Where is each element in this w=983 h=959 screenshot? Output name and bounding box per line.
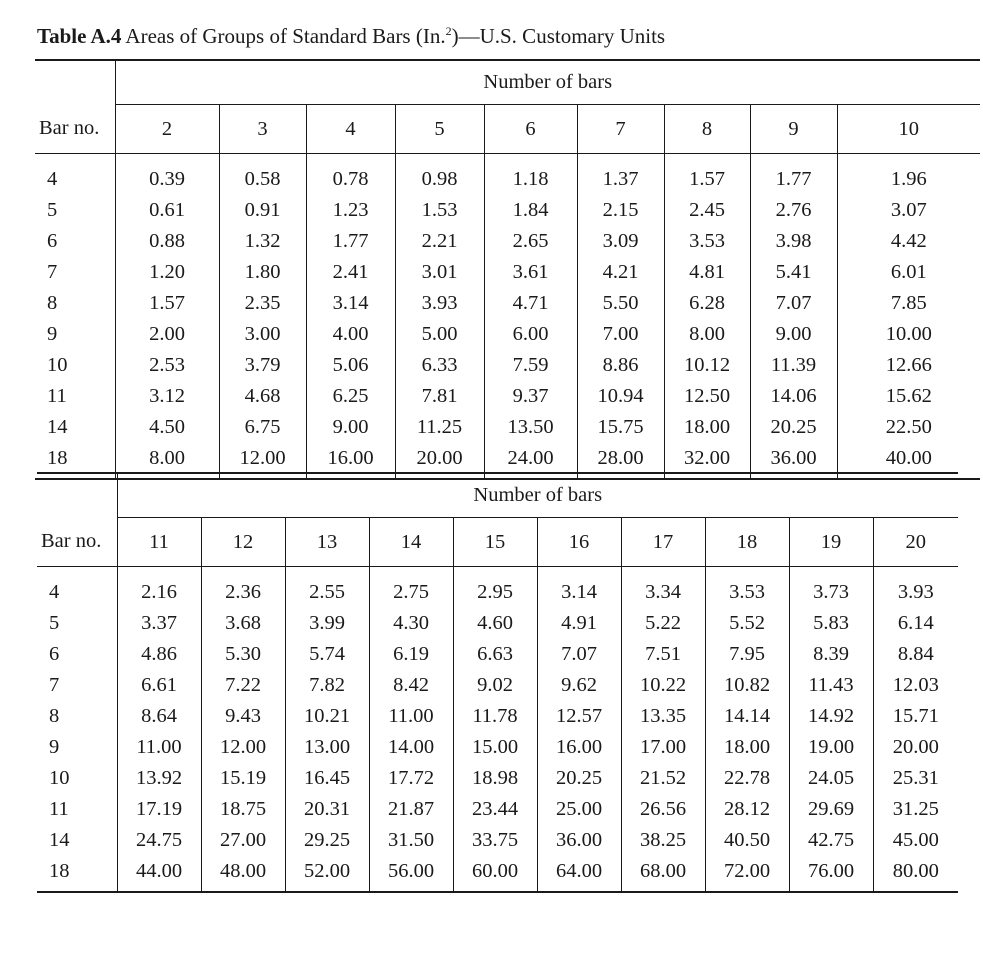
bar-number-cell: 9: [47, 323, 58, 345]
area-cell: 14.06: [750, 381, 837, 412]
area-cell: 5.22: [621, 608, 705, 639]
bar-number-cell: 4: [47, 168, 58, 190]
area-cell: 1.53: [395, 195, 484, 226]
group-header-row: [35, 60, 980, 105]
table-caption: [37, 24, 665, 49]
area-cell: 3.34: [621, 567, 705, 609]
area-cell: 12.50: [664, 381, 750, 412]
area-cell: 2.36: [201, 567, 285, 609]
area-cell: 48.00: [201, 856, 285, 892]
area-cell: 10.21: [285, 701, 369, 732]
area-cell: 3.12: [115, 381, 219, 412]
area-cell: 8.64: [117, 701, 201, 732]
area-cell: 14.92: [789, 701, 873, 732]
area-cell: 16.00: [306, 443, 395, 479]
area-cell: 9.00: [750, 319, 837, 350]
area-cell: 3.14: [537, 567, 621, 609]
column-header: 9: [750, 105, 837, 154]
table-row: [37, 608, 958, 639]
area-cell: 2.75: [369, 567, 453, 609]
area-cell: 6.19: [369, 639, 453, 670]
area-cell: 22.50: [837, 412, 980, 443]
area-cell: 40.00: [837, 443, 980, 479]
column-header-row: [37, 518, 958, 567]
area-cell: 3.01: [395, 257, 484, 288]
area-cell: 1.96: [837, 154, 980, 196]
area-cell: 76.00: [789, 856, 873, 892]
area-cell: 20.00: [395, 443, 484, 479]
bar-number-cell: 6: [47, 230, 58, 252]
area-cell: 12.00: [219, 443, 306, 479]
area-cell: 4.91: [537, 608, 621, 639]
area-cell: 11.00: [117, 732, 201, 763]
column-header: 4: [306, 105, 395, 154]
area-cell: 5.41: [750, 257, 837, 288]
area-cell: 11.00: [369, 701, 453, 732]
area-cell: 7.95: [705, 639, 789, 670]
area-cell: 31.25: [873, 794, 958, 825]
area-cell: 1.80: [219, 257, 306, 288]
area-cell: 10.94: [577, 381, 664, 412]
bar-area-table-2: [37, 472, 958, 893]
bar-number-cell: 11: [47, 385, 67, 407]
area-cell: 4.50: [115, 412, 219, 443]
area-cell: 15.00: [453, 732, 537, 763]
bar-number-cell: 10: [47, 354, 68, 376]
column-header: 20: [873, 518, 958, 567]
area-cell: 10.82: [705, 670, 789, 701]
area-cell: 13.00: [285, 732, 369, 763]
area-cell: 1.20: [115, 257, 219, 288]
area-cell: 60.00: [453, 856, 537, 892]
area-cell: 25.31: [873, 763, 958, 794]
area-cell: 36.00: [750, 443, 837, 479]
area-cell: 2.21: [395, 226, 484, 257]
area-cell: 18.75: [201, 794, 285, 825]
area-cell: 6.00: [484, 319, 577, 350]
bar-number-cell: 9: [49, 736, 60, 758]
area-cell: 14.14: [705, 701, 789, 732]
area-cell: 12.57: [537, 701, 621, 732]
area-cell: 33.75: [453, 825, 537, 856]
column-header: 17: [621, 518, 705, 567]
area-cell: 15.19: [201, 763, 285, 794]
area-cell: 11.78: [453, 701, 537, 732]
area-cell: 1.57: [115, 288, 219, 319]
area-cell: 7.00: [577, 319, 664, 350]
area-cell: 4.21: [577, 257, 664, 288]
area-cell: 2.53: [115, 350, 219, 381]
area-cell: 18.00: [705, 732, 789, 763]
column-header-row: [35, 105, 980, 154]
area-cell: 13.35: [621, 701, 705, 732]
column-header: 7: [577, 105, 664, 154]
area-cell: 20.31: [285, 794, 369, 825]
number-of-bars-header: Number of bars: [117, 473, 958, 518]
area-cell: 8.00: [664, 319, 750, 350]
area-cell: 6.33: [395, 350, 484, 381]
bar-number-cell: 5: [47, 199, 58, 221]
area-cell: 3.98: [750, 226, 837, 257]
area-cell: 32.00: [664, 443, 750, 479]
bar-area-table-1: [35, 59, 980, 480]
area-cell: 0.78: [306, 154, 395, 196]
bar-number-cell: 4: [49, 581, 60, 603]
area-cell: 13.50: [484, 412, 577, 443]
area-cell: 20.00: [873, 732, 958, 763]
area-cell: 24.05: [789, 763, 873, 794]
caption-superscript: 2: [445, 24, 452, 38]
area-cell: 13.92: [117, 763, 201, 794]
area-cell: 1.77: [750, 154, 837, 196]
area-cell: 6.28: [664, 288, 750, 319]
area-cell: 19.00: [789, 732, 873, 763]
table-row: [37, 763, 958, 794]
area-cell: 6.01: [837, 257, 980, 288]
area-cell: 3.00: [219, 319, 306, 350]
area-cell: 7.51: [621, 639, 705, 670]
area-cell: 23.44: [453, 794, 537, 825]
table-row: [35, 319, 980, 350]
area-cell: 1.23: [306, 195, 395, 226]
area-cell: 3.53: [664, 226, 750, 257]
bar-number-cell: 14: [49, 829, 70, 851]
area-cell: 4.42: [837, 226, 980, 257]
area-cell: 3.09: [577, 226, 664, 257]
table-row: [35, 381, 980, 412]
area-cell: 1.37: [577, 154, 664, 196]
area-cell: 7.81: [395, 381, 484, 412]
area-cell: 3.93: [395, 288, 484, 319]
area-cell: 7.82: [285, 670, 369, 701]
area-cell: 1.84: [484, 195, 577, 226]
area-cell: 40.50: [705, 825, 789, 856]
bar-number-cell: 5: [49, 612, 60, 634]
table-row: [37, 825, 958, 856]
area-cell: 2.41: [306, 257, 395, 288]
area-cell: 11.39: [750, 350, 837, 381]
area-cell: 80.00: [873, 856, 958, 892]
area-cell: 44.00: [117, 856, 201, 892]
area-cell: 42.75: [789, 825, 873, 856]
area-cell: 9.00: [306, 412, 395, 443]
area-cell: 2.35: [219, 288, 306, 319]
area-cell: 3.07: [837, 195, 980, 226]
area-cell: 7.22: [201, 670, 285, 701]
caption-label: Table A.4: [37, 24, 122, 48]
area-cell: 24.75: [117, 825, 201, 856]
area-cell: 2.16: [117, 567, 201, 609]
area-cell: 8.00: [115, 443, 219, 479]
column-header: 11: [117, 518, 201, 567]
area-cell: 3.37: [117, 608, 201, 639]
area-cell: 12.03: [873, 670, 958, 701]
column-header: 3: [219, 105, 306, 154]
area-cell: 17.19: [117, 794, 201, 825]
area-cell: 6.14: [873, 608, 958, 639]
bar-number-cell: 7: [47, 261, 58, 283]
corner-blank: [35, 60, 115, 105]
area-cell: 11.43: [789, 670, 873, 701]
area-cell: 68.00: [621, 856, 705, 892]
column-header: 2: [115, 105, 219, 154]
area-cell: 38.25: [621, 825, 705, 856]
column-header: 12: [201, 518, 285, 567]
area-cell: 15.62: [837, 381, 980, 412]
area-cell: 56.00: [369, 856, 453, 892]
table-row: [37, 639, 958, 670]
area-cell: 17.00: [621, 732, 705, 763]
area-cell: 3.93: [873, 567, 958, 609]
area-cell: 6.75: [219, 412, 306, 443]
area-cell: 5.74: [285, 639, 369, 670]
table-row: [35, 226, 980, 257]
column-header: 16: [537, 518, 621, 567]
area-cell: 31.50: [369, 825, 453, 856]
area-cell: 6.25: [306, 381, 395, 412]
area-cell: 27.00: [201, 825, 285, 856]
area-cell: 2.55: [285, 567, 369, 609]
area-cell: 4.68: [219, 381, 306, 412]
area-cell: 16.45: [285, 763, 369, 794]
area-cell: 9.02: [453, 670, 537, 701]
area-cell: 9.37: [484, 381, 577, 412]
area-cell: 7.85: [837, 288, 980, 319]
area-cell: 28.12: [705, 794, 789, 825]
table-row: [35, 257, 980, 288]
area-cell: 18.98: [453, 763, 537, 794]
table-row: [37, 670, 958, 701]
area-cell: 9.43: [201, 701, 285, 732]
area-cell: 64.00: [537, 856, 621, 892]
table-row: [35, 350, 980, 381]
area-cell: 3.73: [789, 567, 873, 609]
area-cell: 7.07: [537, 639, 621, 670]
table-row: [35, 154, 980, 196]
area-cell: 24.00: [484, 443, 577, 479]
area-cell: 12.66: [837, 350, 980, 381]
area-cell: 20.25: [750, 412, 837, 443]
bar-number-cell: 14: [47, 416, 68, 438]
area-cell: 0.91: [219, 195, 306, 226]
area-cell: 5.06: [306, 350, 395, 381]
number-of-bars-header: Number of bars: [115, 60, 980, 105]
area-cell: 7.07: [750, 288, 837, 319]
area-cell: 1.57: [664, 154, 750, 196]
bar-number-cell: 8: [47, 292, 58, 314]
area-cell: 3.53: [705, 567, 789, 609]
column-header: 5: [395, 105, 484, 154]
area-cell: 14.00: [369, 732, 453, 763]
area-cell: 10.12: [664, 350, 750, 381]
area-cell: 72.00: [705, 856, 789, 892]
area-cell: 21.87: [369, 794, 453, 825]
bar-number-cell: 10: [49, 767, 70, 789]
bar-number-cell: 18: [35, 443, 115, 479]
bar-no-header: Bar no.: [37, 518, 117, 567]
area-cell: 1.77: [306, 226, 395, 257]
area-cell: 12.00: [201, 732, 285, 763]
area-cell: 8.86: [577, 350, 664, 381]
area-cell: 0.61: [115, 195, 219, 226]
group-header-row: [37, 473, 958, 518]
caption-text: Areas of Groups of Standard Bars (In.: [125, 24, 446, 48]
table-row: [37, 701, 958, 732]
area-cell: 2.00: [115, 319, 219, 350]
column-header: 15: [453, 518, 537, 567]
area-cell: 15.71: [873, 701, 958, 732]
column-header: 14: [369, 518, 453, 567]
area-cell: 25.00: [537, 794, 621, 825]
area-cell: 8.42: [369, 670, 453, 701]
area-cell: 18.00: [664, 412, 750, 443]
area-cell: 29.25: [285, 825, 369, 856]
area-cell: 4.60: [453, 608, 537, 639]
area-cell: 6.63: [453, 639, 537, 670]
area-cell: 10.00: [837, 319, 980, 350]
area-cell: 1.32: [219, 226, 306, 257]
area-cell: 21.52: [621, 763, 705, 794]
area-cell: 4.86: [117, 639, 201, 670]
area-cell: 6.61: [117, 670, 201, 701]
table-row: [35, 412, 980, 443]
area-cell: 5.52: [705, 608, 789, 639]
area-cell: 4.71: [484, 288, 577, 319]
bar-number-cell: 8: [49, 705, 60, 727]
column-header: 19: [789, 518, 873, 567]
bar-number-cell: 18: [37, 856, 117, 892]
area-cell: 0.88: [115, 226, 219, 257]
bar-number-cell: 7: [49, 674, 60, 696]
bar-number-cell: 11: [49, 798, 69, 820]
area-cell: 0.58: [219, 154, 306, 196]
area-cell: 3.61: [484, 257, 577, 288]
area-cell: 2.45: [664, 195, 750, 226]
area-cell: 5.00: [395, 319, 484, 350]
area-cell: 17.72: [369, 763, 453, 794]
area-cell: 3.68: [201, 608, 285, 639]
area-cell: 5.50: [577, 288, 664, 319]
area-cell: 5.83: [789, 608, 873, 639]
area-cell: 10.22: [621, 670, 705, 701]
area-cell: 1.18: [484, 154, 577, 196]
area-cell: 11.25: [395, 412, 484, 443]
area-cell: 28.00: [577, 443, 664, 479]
area-cell: 8.39: [789, 639, 873, 670]
corner-blank: [37, 473, 117, 518]
column-header: 13: [285, 518, 369, 567]
area-cell: 3.99: [285, 608, 369, 639]
column-header: 10: [837, 105, 980, 154]
area-cell: 22.78: [705, 763, 789, 794]
column-header: 18: [705, 518, 789, 567]
table-row: [35, 288, 980, 319]
area-cell: 45.00: [873, 825, 958, 856]
area-cell: 2.76: [750, 195, 837, 226]
area-cell: 7.59: [484, 350, 577, 381]
table-row: [37, 856, 958, 892]
area-cell: 2.15: [577, 195, 664, 226]
area-cell: 0.39: [115, 154, 219, 196]
area-cell: 9.62: [537, 670, 621, 701]
column-header: 6: [484, 105, 577, 154]
area-cell: 5.30: [201, 639, 285, 670]
table-row: [37, 567, 958, 609]
area-cell: 4.30: [369, 608, 453, 639]
area-cell: 26.56: [621, 794, 705, 825]
area-cell: 8.84: [873, 639, 958, 670]
table-row: [37, 794, 958, 825]
area-cell: 29.69: [789, 794, 873, 825]
caption-suffix: )—U.S. Customary Units: [451, 24, 666, 48]
column-header: 8: [664, 105, 750, 154]
table-row: [35, 195, 980, 226]
bar-no-header: Bar no.: [35, 105, 115, 154]
area-cell: 20.25: [537, 763, 621, 794]
area-cell: 16.00: [537, 732, 621, 763]
area-cell: 15.75: [577, 412, 664, 443]
area-cell: 3.79: [219, 350, 306, 381]
area-cell: 2.95: [453, 567, 537, 609]
area-cell: 4.00: [306, 319, 395, 350]
bar-number-cell: 6: [49, 643, 60, 665]
area-cell: 52.00: [285, 856, 369, 892]
area-cell: 3.14: [306, 288, 395, 319]
area-cell: 36.00: [537, 825, 621, 856]
table-row: [37, 732, 958, 763]
area-cell: 2.65: [484, 226, 577, 257]
area-cell: 4.81: [664, 257, 750, 288]
area-cell: 0.98: [395, 154, 484, 196]
